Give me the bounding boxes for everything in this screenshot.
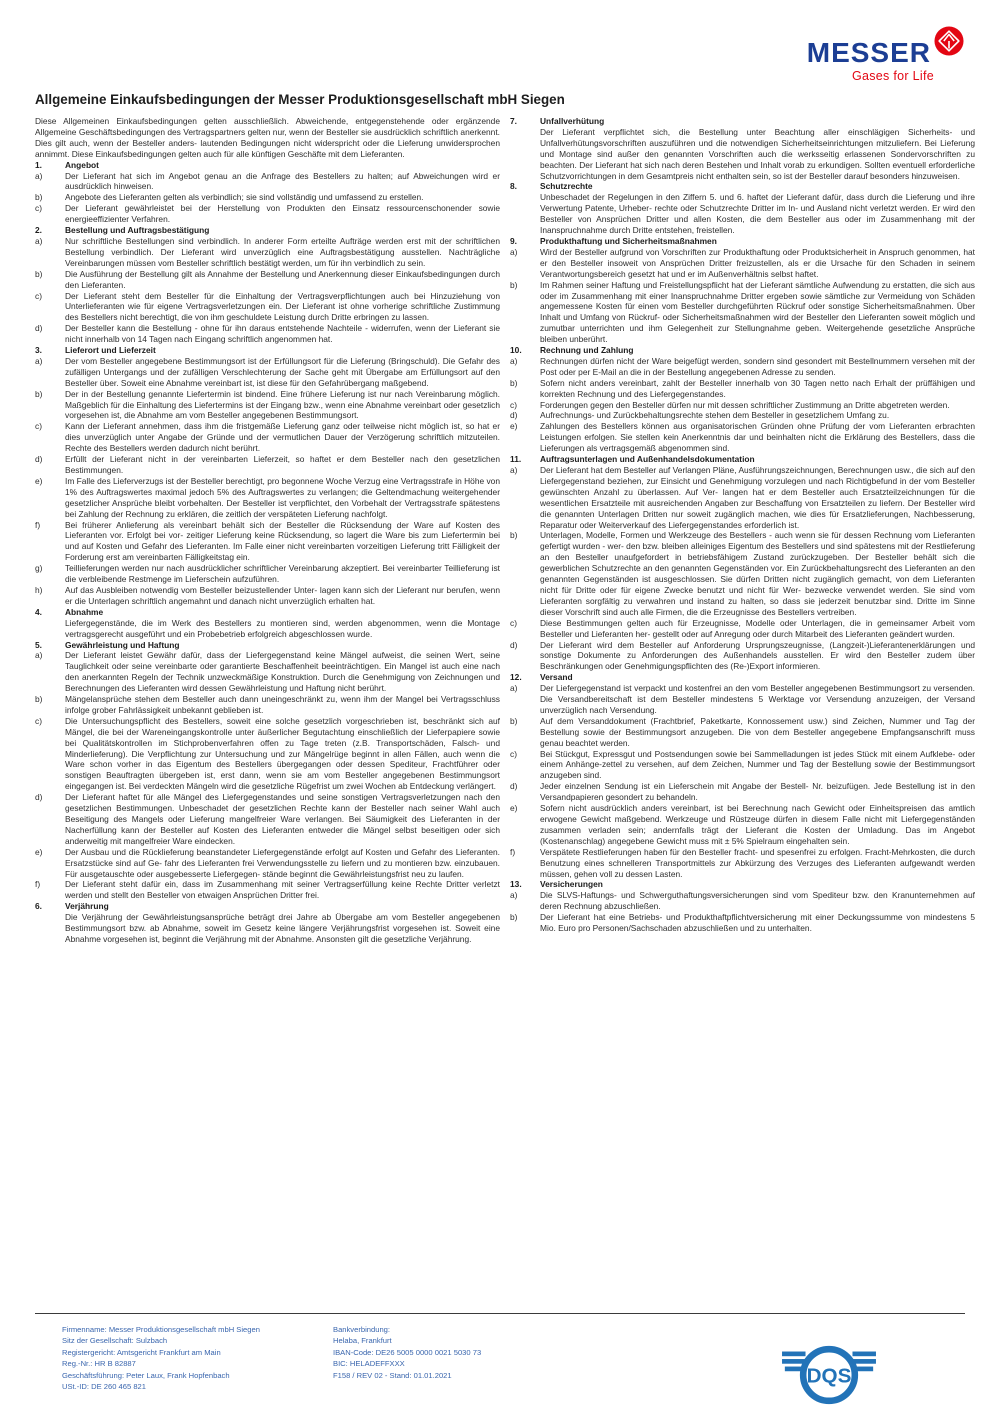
clause-text: Der Lieferant verpflichtet sich, die Bestellung unter Beachtung aller einschlägigen Sicherheits- und Unfallverhütungsvorschriften auszuführen und die notwendigen Sicherheitseinrichtungen mitzuliefern. Bei Lieferung und Montage sind außer den genannten Vorschriften auch die werksseitig erlassenen Sondervorschriften zu beachten. Der Lieferant hat sich nach deren Bestehen und Inhalt vorab zu erkundigen. Sollten eventuell erforderliche Schutzvorrichtungen in dem Gesamtpreis nicht enthalten sein, so ist der Besteller darauf besonders hinzuweisen. — [540, 126, 975, 181]
section-number: 7. — [510, 116, 517, 126]
clause-label: b) — [510, 279, 518, 290]
section-heading — [510, 879, 975, 890]
clause-text: Der Lieferant hat sich im Angebot genau an die Anfrage des Bestellers zu halten; auf Abweichungen wird er ausdrücklich hinweisen. — [65, 170, 500, 192]
clause — [35, 454, 500, 476]
clause — [510, 781, 975, 803]
section-title: Lieferort und Lieferzeit — [65, 345, 156, 356]
clause — [510, 530, 975, 617]
clause-label: f) — [510, 846, 516, 857]
clause — [35, 912, 500, 945]
footer-line: Bankverbindung: — [333, 1325, 390, 1334]
clause-text: Der Lieferant steht dafür ein, dass im Zusammenhang mit seiner Vertragserfüllung keine Rechte Dritter verletzt werden und stellt den Besteller von etwaigen Ansprüchen Dritter frei. — [65, 879, 500, 901]
footer-line: Sitz der Gesellschaft: Sulzbach — [62, 1336, 168, 1346]
section-number: 10. — [510, 345, 522, 356]
clause — [35, 563, 500, 585]
clause-text: Teillieferungen werden nur nach ausdrücklicher schriftlicher Vereinbarung akzeptiert. Bei vereinbarter Teillieferung ist die verbleibende Restmenge im Lieferschein aufzuführen. — [65, 563, 500, 585]
clause-label: f) — [35, 519, 41, 530]
section-number: 4. — [35, 606, 42, 617]
clause-label: a) — [35, 355, 43, 366]
clause-text: Bei Stückgut, Expressgut und Postsendungen sowie bei Sammelladungen ist jedes Stück mit einem Aufklebe- oder einem Anhänge-zettel zu versehen, auf dem Zeichen, Nummer und Tag der Bestellung sowie der Bestimmungsort anzugeben sind. — [540, 748, 975, 781]
clause — [510, 803, 975, 847]
page-title: Allgemeine Einkaufsbedingungen der Messer Produktionsgesellschaft mbH Siegen — [35, 92, 565, 107]
section-heading — [35, 640, 500, 651]
clause — [510, 356, 975, 378]
clause-label: e) — [510, 803, 518, 814]
clause-text: Forderungen gegen den Besteller dürfen nur mit dessen schriftlicher Zustimmung an Dritte abgetreten werden. — [540, 399, 950, 410]
clause — [510, 465, 975, 530]
clause-label: h) — [35, 584, 43, 595]
clause-text: Die SLVS-Haftungs- und Schwerguthaftungsversicherungen sind vom Spediteur bzw. den Kranunternehmen auf deren Rechnung abzuschließen. — [540, 890, 975, 912]
clause-label: a) — [35, 650, 43, 661]
clause — [35, 269, 500, 291]
section-heading — [510, 116, 975, 127]
footer-line: IBAN-Code: DE26 5005 0000 0021 5030 73 — [333, 1347, 482, 1357]
clause — [35, 476, 500, 520]
section-title: Auftragsunterlagen und Außenhandelsdokumentation — [540, 454, 755, 465]
clause-text: Die Verjährung der Gewährleistungsansprüche beträgt drei Jahre ab Übergabe am vom Besteller angegebenen Bestimmungsort bzw. ab Abnahme, soweit im Gesetz keine längere Verjährungsfrist vorgesehen ist. Soweit eine Abnahme vorgesehen ist, beginnt die Verjährung mit der Abnahme. Ansonsten gilt die gesetzliche Verjährung. — [65, 912, 500, 944]
clause — [35, 847, 500, 880]
section-number: 6. — [35, 901, 42, 912]
clause — [35, 171, 500, 193]
section-number: 12. — [510, 672, 522, 683]
clause-label: c) — [35, 421, 42, 432]
clause — [35, 291, 500, 324]
clause — [510, 410, 975, 421]
clause-label: b) — [510, 715, 518, 726]
footer-line: Firmenname: Messer Produktionsgesellschaft mbH Siegen — [62, 1325, 260, 1334]
clause-label: c) — [510, 399, 517, 410]
clause — [510, 640, 975, 673]
section-heading — [510, 236, 975, 247]
clause — [35, 421, 500, 454]
clause-label: f) — [35, 879, 41, 890]
clause — [510, 280, 975, 345]
footer-divider — [35, 1313, 965, 1314]
clause-label: a) — [510, 246, 518, 257]
clause-text: Der Liefergegenstand ist verpackt und kostenfrei an den vom Besteller angegebenen Bestimmungsort zu versenden. Die Versandbereitschaft ist dem Besteller mindestens 5 Werktage vor Versendung anzuzeigen, der Versand unverzüglich nach Versendung. — [540, 683, 975, 715]
footer-line: Helaba, Frankfurt — [333, 1336, 392, 1346]
clause — [510, 847, 975, 880]
clause — [35, 323, 500, 345]
section-heading — [35, 345, 500, 356]
section-number: 1. — [35, 159, 42, 170]
clause-text: Bei früherer Anlieferung als vereinbart behält sich der Besteller die Rücksendung der Ware auf Kosten des Lieferanten vor. Erfolgt bei vor- zeitiger Lieferung keine Rücksendung, so lagert die Ware bis zum Liefertermin bei und auf Kosten und Gefahr des Lieferanten. Im Falle einer nicht vereinbarten vorzeitigen Lieferung tritt Fälligkeit der Forderung erst am vereinbarten Fälligkeitstag ein. — [65, 519, 500, 563]
section-title: Produkthaftung und Sicherheitsmaßnahmen — [540, 235, 717, 246]
clause-text: Im Falle des Lieferverzugs ist der Besteller berechtigt, pro begonnene Woche Verzug eine Vertragsstrafe in Höhe von 1% des Auftragswertes maximal jedoch 5% des Auftragswertes zu verlangen; die Geltendmachung weitergehender gesetzlicher Ansprüche bleibt vorbehalten. Der Besteller ist verpflichtet, den Vorbehalt der Vertragsstrafe spätestens bei Zahlung der Rechnung zu erklären, die zeitlich der verspäteten Lieferung nachfolgt. — [65, 475, 500, 519]
section-heading — [510, 454, 975, 465]
clause-text: Der in der Bestellung genannte Liefertermin ist bindend. Eine frühere Lieferung ist nur nach Vereinbarung möglich. Maßgeblich für die Einhaltung des Liefertermins ist der Eingang bzw., wenn eine Abnahme vereinbart oder gesetzlich vorgesehen ist, die Abnahme am vom Besteller angegebenen Bestimmungsort. — [65, 388, 500, 421]
clause-text: Jeder einzelnen Sendung ist ein Lieferschein mit Angabe der Bestell- Nr. beizufügen. Jede Bestellung ist in den Versandpapieren gesondert zu behandeln. — [540, 781, 975, 803]
clause-text: Unbeschadet der Regelungen in den Ziffern 5. und 6. haftet der Lieferant dafür, dass durch die Lieferung und ihre Verwertung Patente, Urheber- rechte oder Schutzrechte Dritter im In- und Ausland nicht verletzt werden. Er wird den Besteller von Ansprüchen Dritter und allen Kosten, die dem Besteller aus oder im Zusammenhang mit der Inanspruchnahme durch Dritte entstehen, freistellen. — [540, 192, 975, 236]
clause — [510, 192, 975, 236]
section-number: 2. — [35, 225, 42, 236]
clause-label: b) — [35, 192, 43, 203]
clause — [35, 792, 500, 847]
clause-label: d) — [510, 639, 518, 650]
section-title: Rechnung und Zahlung — [540, 345, 634, 356]
clause-label: c) — [510, 617, 517, 628]
section-heading — [510, 672, 975, 683]
footer-line: USt.-ID: DE 260 465 821 — [62, 1382, 146, 1392]
clause-text: Im Rahmen seiner Haftung und Freistellungspflicht hat der Lieferant sämtliche Aufwendung zu erstatten, die sich aus oder im Zusammenhang mit einer Inanspruchnahme Dritter ergeben sowie sämtliche zur Vermeidung von Schäden angemessene Kosten für einen vom Besteller durchgeführten Rückruf oder sonstige Sicherheitsmaßnahmen. Über Inhalt und Umfang von Rückruf- oder Sicherheitsmaßnahmen wird der Besteller den Lieferanten soweit möglich und zumutbar unterrichten und ihm Gelegenheit zur Stellungnahme geben. Weitergehende gesetzliche Ansprüche bleiben unberührt. — [540, 279, 975, 345]
section-title: Gewährleistung und Haftung — [65, 639, 180, 650]
section-title: Verjährung — [65, 901, 109, 912]
messer-wordmark: MESSER — [806, 37, 931, 68]
clause-label: a) — [510, 890, 518, 901]
clause — [510, 421, 975, 454]
footer-line: BIC: HELADEFFXXX — [333, 1359, 405, 1369]
section-heading — [35, 607, 500, 618]
clause-text: Liefergegenstände, die im Werk des Bestellers zu montieren sind, werden abgenommen, wenn die Montage vertragsgerecht ausgeführt und ein Probebetrieb erfolgreich abgeschlossen wurde. — [65, 617, 500, 639]
section-title: Angebot — [65, 159, 99, 170]
clause-text: Rechnungen dürfen nicht der Ware beigefügt werden, sondern sind gesondert mit Bestellnummern versehen mit der Post oder per E-Mail an die in der Bestellung angegebenen Adresse zu senden. — [540, 355, 975, 377]
clause — [510, 912, 975, 934]
section-number: 11. — [510, 454, 522, 465]
clause-label: d) — [35, 454, 43, 465]
section-title: Bestellung und Auftragsbestätigung — [65, 225, 210, 236]
clause-text: Der Lieferant hat eine Betriebs- und Produkthaftpflichtversicherung mit einer Deckungssumme von mindestens 5 Mio. Euro pro Personen/Sachschaden abzuschließen und zu unterhalten. — [540, 912, 975, 934]
footer-line: Geschäftsführung: Peter Laux, Frank Hopfenbach — [62, 1370, 230, 1380]
clause-label: a) — [35, 170, 43, 181]
clause-text: Der vom Besteller angegebene Bestimmungsort ist der Erfüllungsort für die Lieferung (Bringschuld). Die Gefahr des zufälligen Untergangs und der zufälligen Verschlechterung der Sache geht mit Übergabe am Erfüllungsort auf den Besteller über. Soweit eine Abnahme vereinbart ist, ist diese für den Gefahrübergang maßgebend. — [65, 355, 500, 388]
clause-label: b) — [35, 694, 43, 705]
clause — [510, 127, 975, 182]
clause-text: Erfüllt der Lieferant nicht in der vereinbarten Lieferzeit, so haftet er dem Besteller nach den gesetzlichen Bestimmungen. — [65, 454, 500, 475]
clause-label: a) — [35, 235, 43, 246]
clause — [35, 192, 500, 203]
clause-label: a) — [510, 683, 518, 694]
clause-label: g) — [35, 563, 43, 574]
clause — [35, 356, 500, 389]
clause-text: Auf dem Versanddokument (Frachtbrief, Paketkarte, Konnossement usw.) sind Zeichen, Nummer und Tag der Bestellung sowie der Bestimmungsort anzugeben. Die von dem Besteller angegebene Empfangsanschrift muss genau beachtet werden. — [540, 715, 975, 748]
clause-text: Angebote des Lieferanten gelten als verbindlich; sie sind vollständig und umfassend zu erstellen. — [65, 192, 424, 203]
clause-text: Nur schriftliche Bestellungen sind verbindlich. In anderer Form erteilte Aufträge werden erst mit der schriftlichen Bestellung verbindlich. Der Lieferant wird unverzüglich eine Auftragsbestätigung ausstellen. Nachträgliche Vereinbarungen müssen vom Besteller schriftlich bestätigt werden, um für ihn verbindlich zu sein. — [65, 235, 500, 268]
clause — [35, 694, 500, 716]
clause-label: d) — [510, 781, 518, 792]
clause — [35, 203, 500, 225]
clause-label: e) — [510, 421, 518, 432]
section-title: Schutzrechte — [540, 181, 593, 192]
messer-tagline: Gases for Life — [851, 69, 934, 83]
clause-label: b) — [510, 530, 518, 541]
clause-text: Auf das Ausbleiben notwendig vom Besteller beizustellender Unter- lagen kann sich der Lieferant nur berufen, wenn er die Unterlagen schriftlich angemahnt und danach nicht unverzüglich erhalten hat. — [65, 584, 500, 606]
section-number: 8. — [510, 181, 517, 192]
footer-line: Registergericht: Amtsgericht Frankfurt am Main — [62, 1347, 221, 1357]
footer-line: Reg.-Nr.: HR B 82887 — [62, 1359, 136, 1369]
clause — [510, 378, 975, 400]
clause-text: Unterlagen, Modelle, Formen und Werkzeuge des Bestellers - auch wenn sie für dessen Rechnung vom Lieferanten gefertigt wurden - wer- den bzw. bleiben alleiniges Eigentum des Bestellers und sind spätestens mit der Restlieferung an den Besteller unaufgefordert in betriebsfähigem Zustand zurückzugeben. Der Besteller behält sich die gewerblichen Schutzrechte an den genannten Gegenständen vor. Ein Zurückbehaltungsrecht des Lieferanten an den genannten Gegenständen ist ausgeschlossen. Sie dürfen Dritten nicht zugänglich gemacht, von dem Lieferanten nicht für Dritte oder für eigene Zwecke benutzt und nicht für Wer- bezwecke verwendet werden. Sie sind vom Lieferanten sorgfältig zu verwahren und instand zu halten, so dass sie jederzeit benutzbar sind. Dritte im Sinne dieser Vorschrift sind auch alle Firmen, die die Erzeugnisse des Bestellers vertreiben. — [540, 530, 975, 617]
dqs-seal-text: DQS — [806, 1364, 852, 1388]
clause-label: d) — [35, 792, 43, 803]
footer-bank-info — [333, 1324, 481, 1381]
clause-label: d) — [510, 410, 518, 421]
section-heading — [35, 901, 500, 912]
clause — [35, 618, 500, 640]
clause-text: Sofern nicht anders vereinbart, zahlt der Besteller innerhalb von 30 Tagen netto nach Erhalt der prüffähigen und korrekten Rechnung und des Liefergegenstandes. — [540, 377, 975, 399]
clause-text: Diese Bestimmungen gelten auch für Erzeugnisse, Modelle oder Unterlagen, die in gemeinsamer Arbeit vom Besteller und Lieferanten her- gestellt oder auf Anregung oder durch Mitarbeit des Lieferanten geändert wurden. — [540, 617, 975, 639]
clause — [35, 389, 500, 422]
clause-text: Aufrechnungs- und Zurückbehaltungsrechte stehen dem Besteller in gesetzlichem Umfang zu. — [540, 410, 890, 421]
clause-text: Mängelansprüche stehen dem Besteller auch dann uneingeschränkt zu, wenn ihm der Mangel bei Vertragsschluss infolge grober Fahrlässigkeit unbekannt geblieben ist. — [65, 694, 500, 715]
clause — [35, 650, 500, 694]
section-title: Unfallverhütung — [540, 116, 605, 126]
clause — [510, 683, 975, 716]
clause-label: c) — [35, 715, 42, 726]
section-number: 9. — [510, 235, 517, 246]
dqs-certification-seal-icon — [782, 1344, 876, 1411]
clause-label: e) — [35, 846, 43, 857]
clause — [35, 716, 500, 792]
section-number: 13. — [510, 879, 522, 890]
clause — [35, 520, 500, 564]
clause-text: Die Untersuchungspflicht des Bestellers, soweit eine solche gesetzlich vorgeschrieben ist, beschränkt sich auf Mängel, die bei der Wareneingangskontrolle unter äußerlicher Begutachtung einschließlich der Lieferpapiere sowie bei Qualitätskontrollen im Stichprobenverfahren offen zu Tage treten (z.B. Transportschäden, Falsch- und Minderlieferung). Die Verpflichtung zur Untersuchung und zur Mängelrüge beginnt in allen Fällen, auch wenn die Ware schon vorher in das Eigentum des Bestellers übergegangen oder dessen Spediteur, Frachtführer oder sonstigen Beauftragten übergeben ist, erst dann, wenn sie am vom Besteller angegebenen Bestimmungsort eingegangen ist. Bei verdeckten Mängeln wird die gesetzliche Rügefrist um zwei Wochen ab Entdeckung verlängert. — [65, 715, 500, 792]
clause-text: Der Lieferant haftet für alle Mängel des Liefergegenstandes und seine sonstigen Vertragsverletzungen nach den gesetzlichen Bestimmungen. Unbeschadet der gesetzlichen Rechte kann der Besteller nach seiner Wahl auch Beseitigung des Mangels oder Lieferung mangelfreier Ware verlangen. Bei Säumigkeit des Lieferanten in der Nacherfüllung kann der Besteller auf Kosten des Lieferanten entweder die Mängel selbst beseitigen oder sich anderweitig mit mangelfreier Ware eindecken. — [65, 792, 500, 846]
clause-label: c) — [35, 203, 42, 214]
clause — [510, 716, 975, 749]
section-title: Versand — [540, 672, 573, 683]
section-heading — [35, 225, 500, 236]
clause-label: c) — [35, 290, 42, 301]
clause-text: Der Lieferant leistet Gewähr dafür, dass der Liefergegenstand keine Mängel aufweist, die seinen Wert, seine Tauglichkeit oder seine vereinbarte oder garantierte Beschaffenheit beeinträchtigen. Ein Mangel ist auch eine nach den anerkannten Regeln der Technik unzweckmäßige Konstruktion. Durch die Genehmigung von Zeichnungen und Berechnungen des Lieferanten wird dessen Gewährleistung und Haftung nicht berührt. — [65, 650, 500, 694]
section-title: Versicherungen — [540, 879, 603, 890]
footer-line: F158 / REV 02 - Stand: 01.01.2021 — [333, 1370, 452, 1380]
clause-text: Verspätete Restlieferungen haben für den Besteller fracht- und spesenfrei zu erfolgen. Fracht-Mehrkosten, die durch Benutzung eines schnelleren Transportmittels zur Abkürzung des Verzuges des Lieferanten aufgewandt werden müssen, gehen voll zu dessen Lasten. — [540, 846, 975, 879]
clause-text: Die Ausführung der Bestellung gilt als Annahme der Bestellung und Anerkennung dieser Einkaufsbedingungen durch den Lieferanten. — [65, 268, 500, 290]
clause — [35, 236, 500, 269]
clause-text: Zahlungen des Bestellers können aus organisatorischen Gründen ohne Prüfung der vom Lieferanten erbrachten Leistungen erfolgen. Sie stellen kein Anerkenntnis dar und beinhalten nicht die Erklärung des Bestellers, dass die Lieferungen als vertragsgemäß abgenommen sind. — [540, 421, 975, 454]
clause-text: Der Lieferant hat dem Besteller auf Verlangen Pläne, Ausführungszeichnungen, Berechnungen usw., die sich auf den Liefergegenstand beziehen, zur Einsicht und Genehmigung vorzulegen und nach Richtigbefund in der vom Besteller gewünschten Anzahl zu überlassen. Auf Ver- langen hat er dem Besteller auch Ersatzteilzeichnungen für die wesentlichen Ersatzteile mit ausreichenden Angaben zur Beschaffung von Ersatzteilen zu liefern. Der Besteller wird die genannten Unterlagen Dritten nur soweit zugänglich machen, wie dies für Ersatzlieferungen, Nachbesserung, Reparatur oder Weiterverkauf des Liefergegenstandes erforderlich ist. — [540, 465, 975, 530]
clause-text: Der Besteller kann die Bestellung - ohne für ihn daraus entstehende Nachteile - widerrufen, wenn der Lieferant sie nicht innerhalb von 14 Tagen nach Eingang schriftlich angenommen hat. — [65, 323, 500, 345]
clause-label: a) — [510, 465, 518, 475]
clause-label: e) — [35, 475, 43, 486]
clause — [510, 890, 975, 912]
clause-text: Wird der Besteller aufgrund von Vorschriften zur Produkthaftung oder Produktsicherheit in Anspruch genommen, hat er den Besteller insoweit von Ansprüchen Dritter freizustellen, als er die Ursache für den Schaden in seinem Verantwortungsbereich gesetzt hat und er im Außenverhältnis selbst haftet. — [540, 246, 975, 279]
clause — [510, 618, 975, 640]
clause-label: c) — [510, 748, 517, 759]
section-number: 5. — [35, 639, 42, 650]
clause-text: Der Lieferant wird dem Besteller auf Anforderung Ursprungszeugnisse, (Langzeit-)Lieferantenerklärungen und sonstige Dokumente zu Anforderungen des Außenhandels ausstellen. Er wird den Besteller zudem über Beschränkungen oder Genehmigungspflichten des (Re-)Export informieren. — [540, 639, 975, 672]
clause — [35, 879, 500, 901]
messer-logo — [807, 26, 964, 83]
section-heading — [510, 345, 975, 356]
intro-paragraph: Diese Allgemeinen Einkaufsbedingungen gelten ausschließlich. Abweichende, entgegenstehende oder ergänzende Allgemeine Geschäftsbedingungen des Vertragspartners gelten nur, wenn der Besteller sie ausdrücklich schriftlich anerkennt. Dies gilt auch, wenn der Besteller anders- lautenden Bedingungen nicht widerspricht oder die Lieferung unwidersprochen annimmt. Diese Einkaufsbedingungen gelten auch für alle künftigen Geschäfte mit dem Lieferanten. — [35, 116, 500, 159]
terms-columns — [35, 116, 975, 945]
clause-label: b) — [35, 388, 43, 399]
clause — [35, 585, 500, 607]
clause-label: b) — [510, 912, 518, 923]
clause-text: Der Ausbau und die Rücklieferung beanstandeter Liefergegenstände erfolgt auf Kosten und Gefahr des Lieferanten. Ersatzstücke sind auf Ge- fahr des Lieferanten frei Verwendungsstelle zu liefern und zu montieren bzw. einzubauen. Für ausgetauschte oder ausgebesserte Liefergegen- stände beginnt die Gewährleistungsfrist neu zu laufen. — [65, 846, 500, 879]
clause — [510, 247, 975, 280]
clause-text: Der Lieferant steht dem Besteller für die Einhaltung der Vertragsverpflichtungen auch bei Hinzuziehung von Unterlieferanten wie für eigene Vertragsverletzungen ein. Der Lieferant ist ohne vorherige schriftliche Zustimmung des Bestellers nicht berechtigt, die von ihm geschuldete Leistung durch Dritte erbringen zu lassen. — [65, 290, 500, 323]
clause-label: b) — [510, 377, 518, 388]
clause-text: Sofern nicht ausdrücklich anders vereinbart, ist bei Berechnung nach Gewicht oder Einheitspreisen das amtlich erwogene Gewicht maßgebend. Werkzeuge und Rüstzeuge dürfen in diesem Falle nicht mit Liefergegenständen zusammen verladen sein; andernfalls trägt der Lieferant die Kosten der Umladung. Das im Angebot (Kostenanschlag) angegebene Gewicht muss mit ± 5% Spielraum eingehalten sein. — [540, 803, 975, 846]
messer-emblem-icon — [934, 26, 964, 61]
clause-label: a) — [510, 355, 518, 366]
section-heading — [510, 181, 975, 192]
section-number: 3. — [35, 345, 42, 356]
footer-company-info — [62, 1324, 260, 1392]
section-heading — [35, 160, 500, 171]
clause-label: b) — [35, 268, 43, 279]
clause-label: d) — [35, 323, 43, 334]
section-title: Abnahme — [65, 606, 104, 617]
clause-text: Kann der Lieferant annehmen, dass ihm die fristgemäße Lieferung ganz oder teilweise nicht möglich ist, so hat er dies unverzüglich unter Angabe der Gründe und der vermutlichen Dauer der Verzögerung schriftlich mitzuteilen. Rechte des Bestellers werden dadurch nicht berührt. — [65, 421, 500, 454]
clause-text: Der Lieferant gewährleistet bei der Herstellung von Produkten den Einsatz ressourcenschonender sowie energieeffizienter Verfahren. — [65, 203, 500, 225]
clause — [510, 400, 975, 411]
clause — [510, 749, 975, 782]
